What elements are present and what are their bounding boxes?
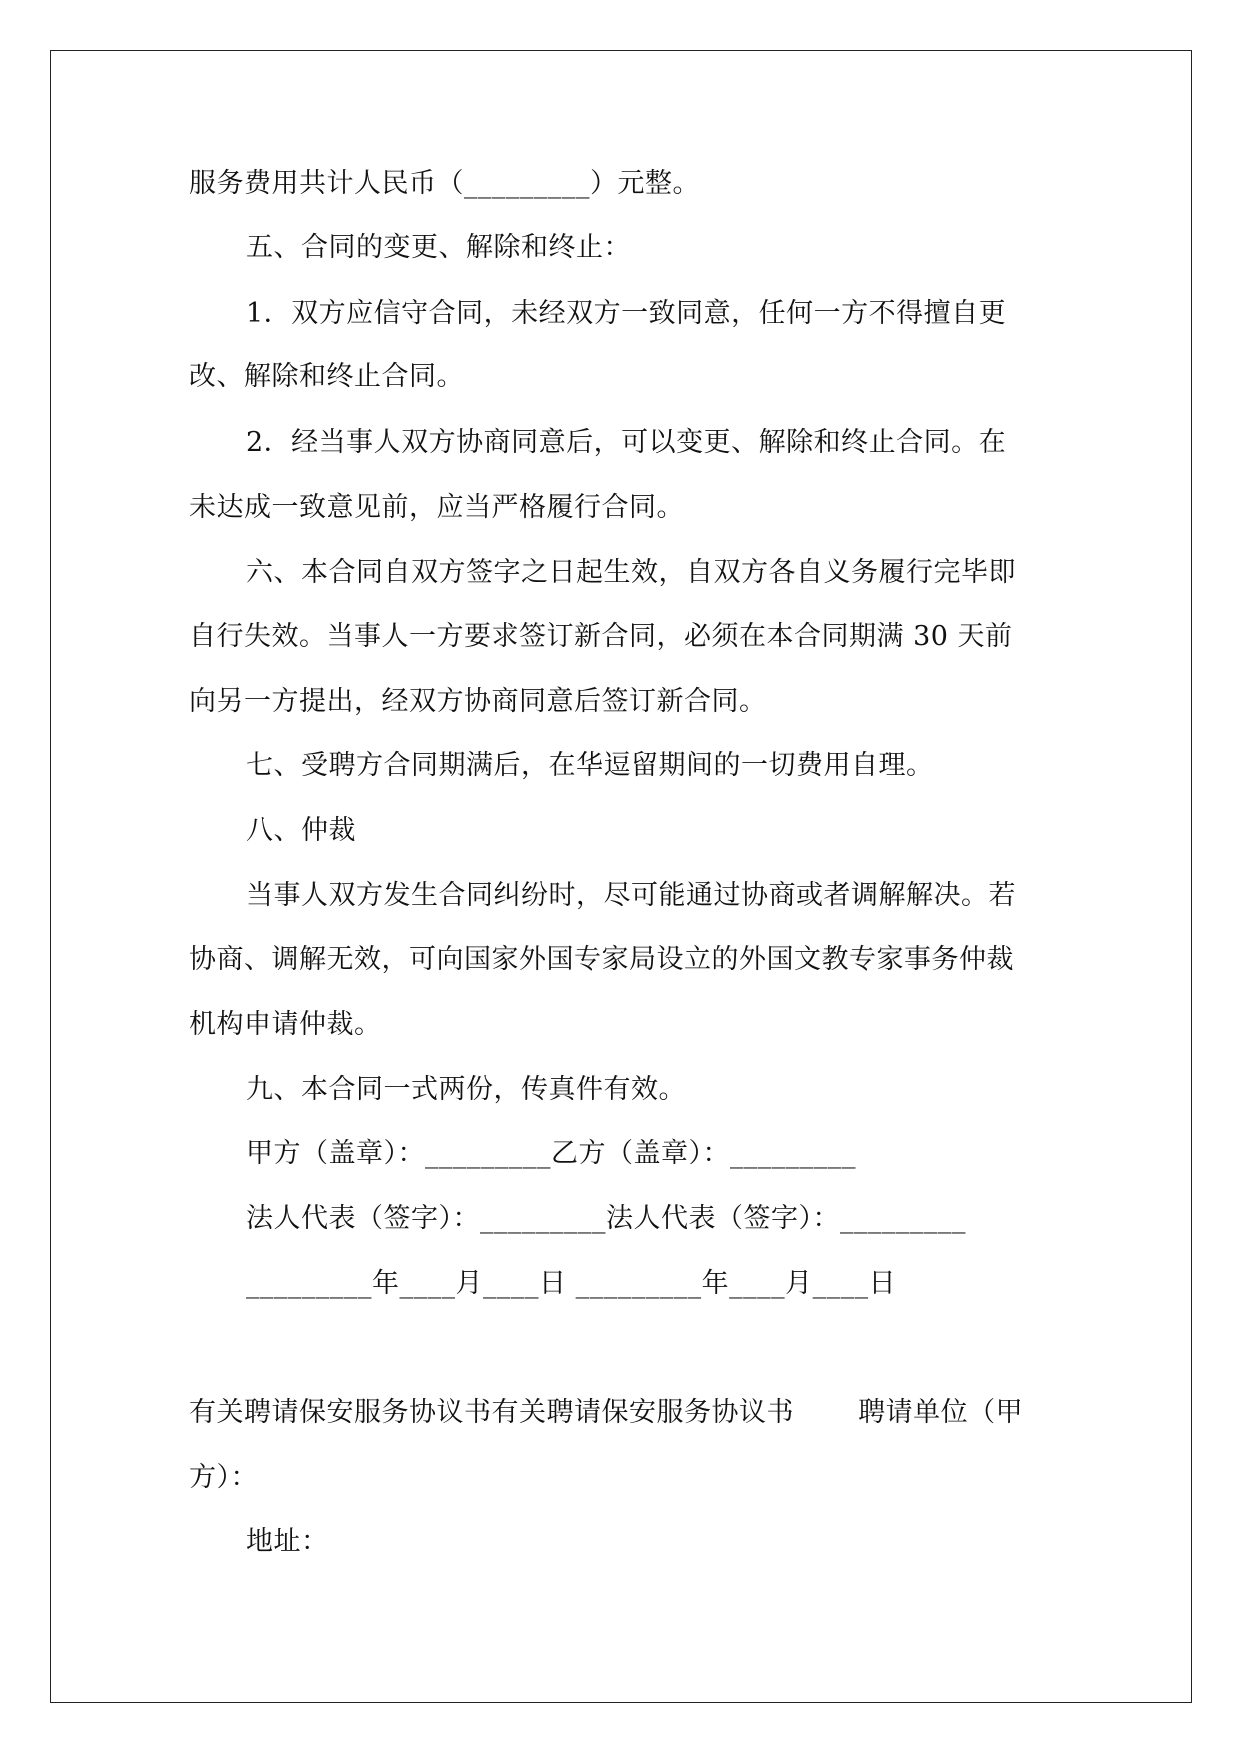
- signature-representative-line: 法人代表（签字）：_________法人代表（签字）：_________: [246, 1203, 966, 1234]
- section-6-line-2: 自行失效。当事人一方要求签订新合同，必须在本合同期满 30 天前: [189, 621, 1013, 652]
- signature-date-line: _________年____月____日 _________年____月____日: [246, 1268, 897, 1299]
- next-document-title-line-1: 有关聘请保安服务协议书有关聘请保安服务协议书 聘请单位（甲: [189, 1397, 1024, 1428]
- section-9: 九、本合同一式两份，传真件有效。: [246, 1074, 686, 1105]
- section-heading-5: 五、合同的变更、解除和终止：: [246, 232, 631, 263]
- address-label: 地址：: [246, 1526, 329, 1557]
- signature-seal-line: 甲方（盖章）：_________乙方（盖章）：_________: [246, 1138, 856, 1169]
- clause-5-1-line-2: 改、解除和终止合同。: [189, 361, 464, 392]
- section-heading-8: 八、仲裁: [246, 815, 356, 846]
- clause-5-2-line-1: 2．经当事人双方协商同意后，可以变更、解除和终止合同。在: [246, 427, 1007, 458]
- clause-5-1-line-1: 1．双方应信守合同，未经双方一致同意，任何一方不得擅自更: [246, 298, 1007, 329]
- arbitration-line-1: 当事人双方发生合同纠纷时，尽可能通过协商或者调解解决。若: [246, 880, 1016, 911]
- section-6-line-3: 向另一方提出，经双方协商同意后签订新合同。: [189, 686, 767, 717]
- clause-5-2-line-2: 未达成一致意见前，应当严格履行合同。: [189, 492, 684, 523]
- section-7: 七、受聘方合同期满后，在华逗留期间的一切费用自理。: [246, 750, 934, 781]
- next-document-title-line-2: 方）：: [189, 1462, 258, 1493]
- arbitration-line-3: 机构申请仲裁。: [189, 1009, 382, 1040]
- section-6-line-1: 六、本合同自双方签字之日起生效，自双方各自义务履行完毕即: [246, 557, 1016, 588]
- arbitration-line-2: 协商、调解无效，可向国家外国专家局设立的外国文教专家事务仲裁: [189, 944, 1014, 975]
- text-line-service-fee: 服务费用共计人民币（_________）元整。: [189, 168, 700, 199]
